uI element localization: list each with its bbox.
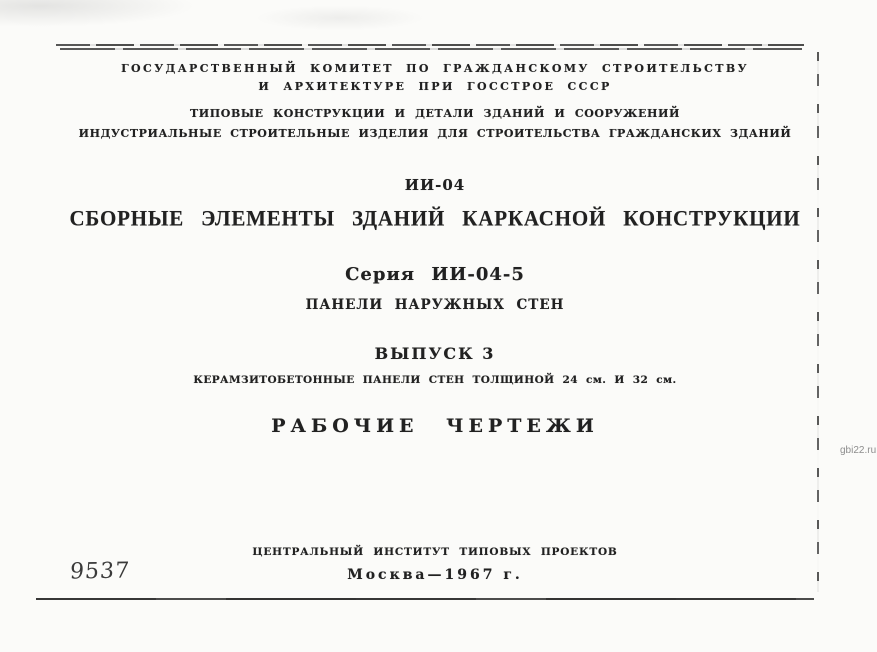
doc-type-title: РАБОЧИЕ ЧЕРТЕЖИ <box>271 415 599 437</box>
bottom-rule-line <box>36 598 814 600</box>
series-code: ИИ-04 <box>404 176 466 194</box>
typical-structures-line: ТИПОВЫЕ КОНСТРУКЦИИ И ДЕТАЛИ ЗДАНИЙ И СООРУЖЕНИЙ <box>190 107 680 120</box>
main-title: СБОРНЫЕ ЭЛЕМЕНТЫ ЗДАНИЙ КАРКАСНОЙ КОНСТРУКЦИИ <box>69 205 801 231</box>
right-rule-line <box>817 52 819 592</box>
org-name-line-1: ГОСУДАРСТВЕННЫЙ КОМИТЕТ ПО ГРАЖДАНСКОМУ СТРОИТЕЛЬСТВУ <box>121 62 749 75</box>
institute-name: ЦЕНТРАЛЬНЫЙ ИНСТИТУТ ТИПОВЫХ ПРОЕКТОВ <box>252 546 618 558</box>
site-watermark: gbi22.ru <box>840 445 877 456</box>
org-name-line-2: И АРХИТЕКТУРЕ ПРИ ГОССТРОЕ СССР <box>258 80 612 93</box>
issue-label: ВЫПУСК 3 <box>374 344 496 363</box>
issue-description: КЕРАМЗИТОБЕТОННЫЕ ПАНЕЛИ СТЕН ТОЛЩИНОЙ 24 см. И 32 см. <box>193 374 677 386</box>
industrial-products-line: ИНДУСТРИАЛЬНЫЕ СТРОИТЕЛЬНЫЕ ИЗДЕЛИЯ ДЛЯ СТРОИТЕЛЬСТВА ГРАЖДАНСКИХ ЗДАНИЙ <box>78 127 792 140</box>
top-rule-line <box>56 44 804 46</box>
panels-subtitle: ПАНЕЛИ НАРУЖНЫХ СТЕН <box>305 297 565 313</box>
top-rule-line-secondary <box>60 48 802 50</box>
handwritten-inventory-number: 9537 <box>69 558 131 585</box>
series-label: Серия ИИ-04-5 <box>345 264 525 285</box>
city-year-line: Москва—1967 г. <box>347 567 523 583</box>
